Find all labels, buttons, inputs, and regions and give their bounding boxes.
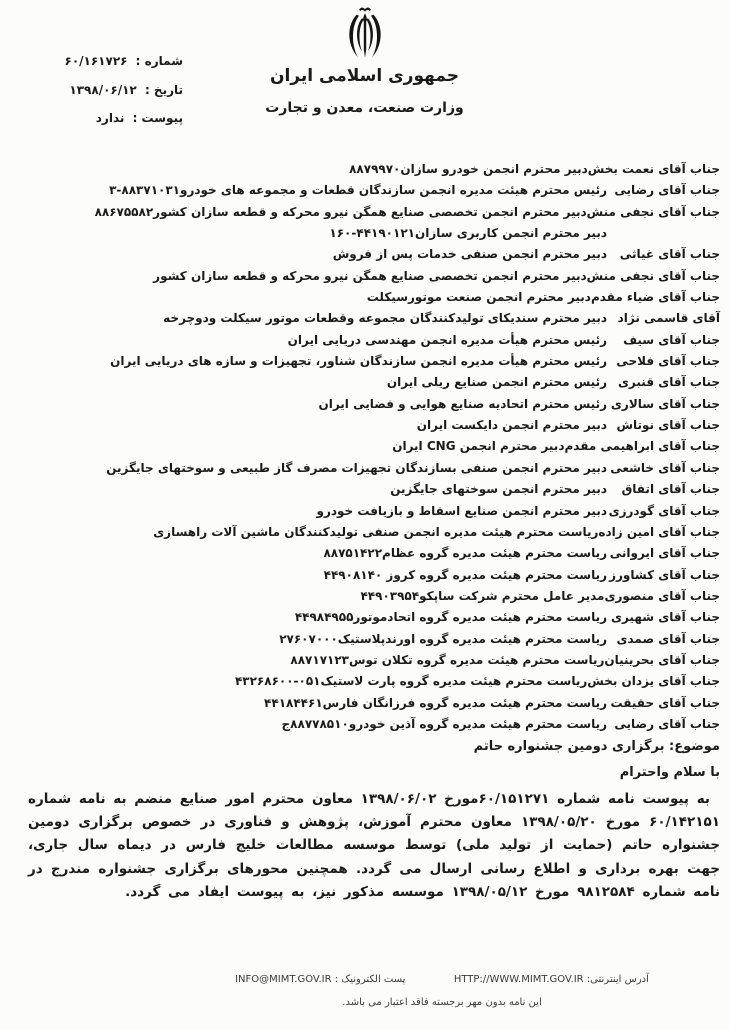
recipient-row	[24, 266, 720, 287]
recipient-title: ریاست محترم هیئت مدیره گروه کروز ۴۴۹۰۸۱۴۰	[323, 567, 607, 582]
recipient-title: ریاست محترم هیئت مدیره گروه اتحادموتور۴۴۹۸۴۹۵۵	[294, 610, 607, 625]
recipient-name: جناب آقای رضایی	[614, 716, 720, 731]
letter-attachment-value: ندارد	[95, 111, 125, 125]
salutation-line: با سلام واحترام	[619, 765, 720, 780]
recipient-name: جناب آقای سالاری	[610, 396, 720, 411]
recipient-name: جناب آقای صمدی	[616, 631, 720, 646]
recipient-row	[24, 565, 720, 586]
recipient-row	[24, 479, 720, 500]
recipient-name: جناب آقای منصوری	[604, 588, 720, 603]
recipient-name: جناب آقای کشاورز	[609, 567, 720, 582]
recipient-title: مدیر عامل محترم شرکت ساپکو۴۴۹۰۳۹۵۴	[360, 588, 605, 603]
recipient-row	[24, 351, 720, 372]
letter-number-label: شماره :	[135, 54, 183, 68]
recipient-name: جناب آقای ضیاء مقدم	[590, 290, 720, 305]
recipient-title: دبیر محترم انجمن صنفی خدمات پس از فروش	[332, 247, 607, 262]
recipient-name: جناب آقای نجفی منش	[586, 204, 720, 219]
recipient-name: جناب آقای نوتاش	[616, 418, 720, 433]
web-address-label: آدرس اینترنتی:	[586, 974, 649, 985]
recipient-row	[24, 159, 720, 180]
recipient-row	[24, 522, 720, 543]
recipient-row	[24, 308, 720, 329]
recipient-name: جناب آقای خاشعی	[610, 460, 720, 475]
recipient-row	[24, 629, 720, 650]
recipient-name: جناب آقای شهیری	[610, 610, 720, 625]
recipient-title: دبیر محترم انجمن CNG ایران	[392, 439, 565, 454]
letter-date-value: ۱۳۹۸/۰۶/۱۲	[69, 82, 137, 97]
recipient-row	[24, 330, 720, 351]
letter-attachment-label: پیوست :	[132, 111, 183, 125]
recipient-title: دبیر محترم سندیکای تولیدکنندگان مجموعه وقطعات موتور سیکلت ودوچرخه	[163, 311, 607, 326]
recipient-title: رئیس محترم هیأت مدیره انجمن مهندسی دریایی ایران	[287, 332, 607, 347]
recipient-name: جناب آقای غیاثی	[619, 247, 720, 262]
recipient-name: جناب آقای رضایی	[614, 183, 720, 198]
footer-contact-row	[155, 968, 729, 991]
letter-number-value: ۶۰/۱۶۱۷۲۶	[64, 54, 128, 68]
web-address-value: HTTP://WWW.MIMT.GOV.IR	[453, 974, 584, 985]
recipient-row	[24, 586, 720, 607]
recipient-name: جناب آقای نعمت بخش	[587, 162, 720, 176]
recipient-row	[24, 180, 720, 201]
recipient-name: جناب آقای یزدان بخش	[587, 674, 720, 689]
recipient-name: جناب آقای امین زاده	[598, 524, 720, 539]
recipient-title: ریاست محترم هیئت مدیره گروه اورندپلاستیک۲۷۶۰۷۰۰۰	[279, 631, 607, 646]
recipient-row	[24, 202, 720, 223]
recipient-row	[24, 436, 720, 457]
recipient-title: ریاست محترم هیئت مدیره گروه تکلان توس۸۸۷۱۷۱۲۳	[290, 652, 605, 667]
recipient-row	[24, 394, 720, 415]
recipient-name: جناب آقای قنبری	[617, 375, 720, 390]
recipient-name: جناب آقای بحرینیان	[604, 652, 720, 667]
recipient-title: دبیر محترم انجمن صنعت موتورسیکلت	[366, 290, 591, 305]
recipient-row	[24, 287, 720, 308]
iran-emblem-icon	[0, 2, 729, 68]
recipient-title: ریاست محترم هیئت مدیره گروه پارت لاستیک۰۵۱-۴۳۲۶۸۶۰۰	[234, 674, 588, 689]
recipient-name: جناب آقای سیف	[623, 332, 720, 347]
recipient-title: دبیر محترم انجمن دایکست ایران	[416, 418, 607, 433]
recipient-title: رئیس محترم اتحادیه صنایع هوایی و فضایی ایران	[318, 396, 607, 411]
recipient-row	[24, 693, 720, 714]
recipient-title: رئیس محترم هیأت مدیره انجمن سازندگان شناور، تجهیزات و سازه های دریایی ایران	[110, 354, 607, 369]
recipient-name: جناب آقای نجفی منش	[586, 268, 720, 283]
recipient-row	[24, 415, 720, 436]
recipients-list	[24, 159, 720, 735]
recipient-name	[607, 223, 720, 244]
validity-note: این نامه بدون مهر برجسته فاقد اعتبار می باشد.	[342, 997, 542, 1008]
recipient-row	[24, 714, 720, 735]
recipient-row	[24, 671, 720, 692]
recipient-title: ریاست محترم هیئت مدیره انجمن صنفی تولیدکنندگان ماشین آلات راهسازی	[153, 524, 599, 539]
recipient-title: رئیس محترم هیئت مدیره انجمن سازندگان قطعات و مجموعه های خودرو۸۸۳۷۱۰۳۱-۳	[109, 183, 607, 198]
email-value: INFO@MIMT.GOV.IR	[235, 974, 332, 985]
letter-footer	[155, 968, 729, 1014]
ministry-title: وزارت صنعت، معدن و تجارت	[265, 100, 464, 116]
recipient-title: دبیر محترم انجمن تخصصی صنایع همگن نیرو محرکه و قطعه سازان کشور۸۸۶۷۵۵۸۲	[94, 204, 587, 219]
subject-line: موضوع: برگزاری دومین جشنواره حاتم	[473, 739, 720, 754]
recipient-title: دبیر محترم انجمن خودرو سازان۸۸۷۹۹۷۰	[349, 162, 588, 176]
letter-body: به پیوست نامه شماره ۶۰/۱۵۱۲۷۱مورخ ۱۳۹۸/۰۶/۰۲ معاون محترم امور صنایع منضم به نامه شماره ۶۰/۱۴۲۱۵۱ مورخ ۱۳۹۸/۰۵/۲۰ معاون محترم آموزش، پژوهش و فناوری در خصوص برگزاری دومین جشنواره حاتم (حمایت از تولید ملی) توسط موسسه مطالعات خلیج فارس در دیماه سال جاری، جهت بهره برداری و اطلاع رسانی ارسال می گردد. همچنین محورهای برگزاری جشنواره مندرج در نامه شماره ۹۸۱۲۵۸۴ مورخ ۱۳۹۸/۰۵/۱۲ موسسه مذکور نیز، به پیوست ایفاد می گردد.	[28, 791, 720, 900]
recipient-name: جناب آقای اتفاق	[621, 482, 720, 497]
recipient-title: ریاست محترم هیئت مدیره گروه آذین خودرو۸۸۷۷۸۵۱۰ج	[281, 716, 607, 731]
recipient-title: رئیس محترم انجمن صنایع ریلی ایران	[386, 375, 607, 390]
recipient-name: جناب آقای فلاحی	[616, 354, 720, 369]
recipient-title: دبیر محترم انجمن صنایع اسقاط و بازیافت خودرو	[316, 503, 607, 518]
recipient-title: دبیر محترم انجمن تخصصی صنایع همگن نیرو محرکه و قطعه سازان کشور	[153, 268, 587, 283]
letter-date-label: تاریخ :	[144, 82, 183, 97]
recipient-title: دبیر محترم انجمن سوختهای جایگزین	[390, 482, 607, 497]
country-title: جمهوری اسلامی ایران	[269, 66, 460, 86]
recipient-row	[24, 372, 720, 393]
recipient-title: ریاست محترم هیئت مدیره گروه عظام۸۸۷۵۱۴۲۲	[323, 546, 607, 561]
recipient-name: جناب آقای ابراهیمی مقدم	[564, 439, 720, 454]
recipient-row	[24, 458, 720, 479]
recipient-row	[24, 244, 720, 265]
recipient-name: جناب آقای گودرزی	[608, 503, 720, 518]
recipient-title: ریاست محترم هیئت مدیره گروه فرزانگان فارس۴۴۱۸۴۴۶۱	[264, 695, 607, 710]
recipient-row	[24, 223, 720, 244]
recipient-name: جناب آقای ایروانی	[609, 546, 720, 561]
recipient-title: دبیر محترم انجمن صنفی بسازندگان تجهیزات مصرف گاز طبیعی و سوختهای جایگزین	[106, 460, 607, 475]
recipient-row	[24, 607, 720, 628]
recipient-row	[24, 650, 720, 671]
recipient-row	[24, 501, 720, 522]
recipient-name: آقای قاسمی نژاد	[617, 311, 720, 326]
email-label: پست الکترونیک :	[334, 974, 406, 985]
recipient-row	[24, 543, 720, 564]
recipient-title: دبیر محترم انجمن کاربری سازان۴۴۱۹۰۱۲۱-۱۶۰	[329, 226, 607, 241]
recipient-name: جناب آقای حقیقت	[610, 695, 720, 710]
